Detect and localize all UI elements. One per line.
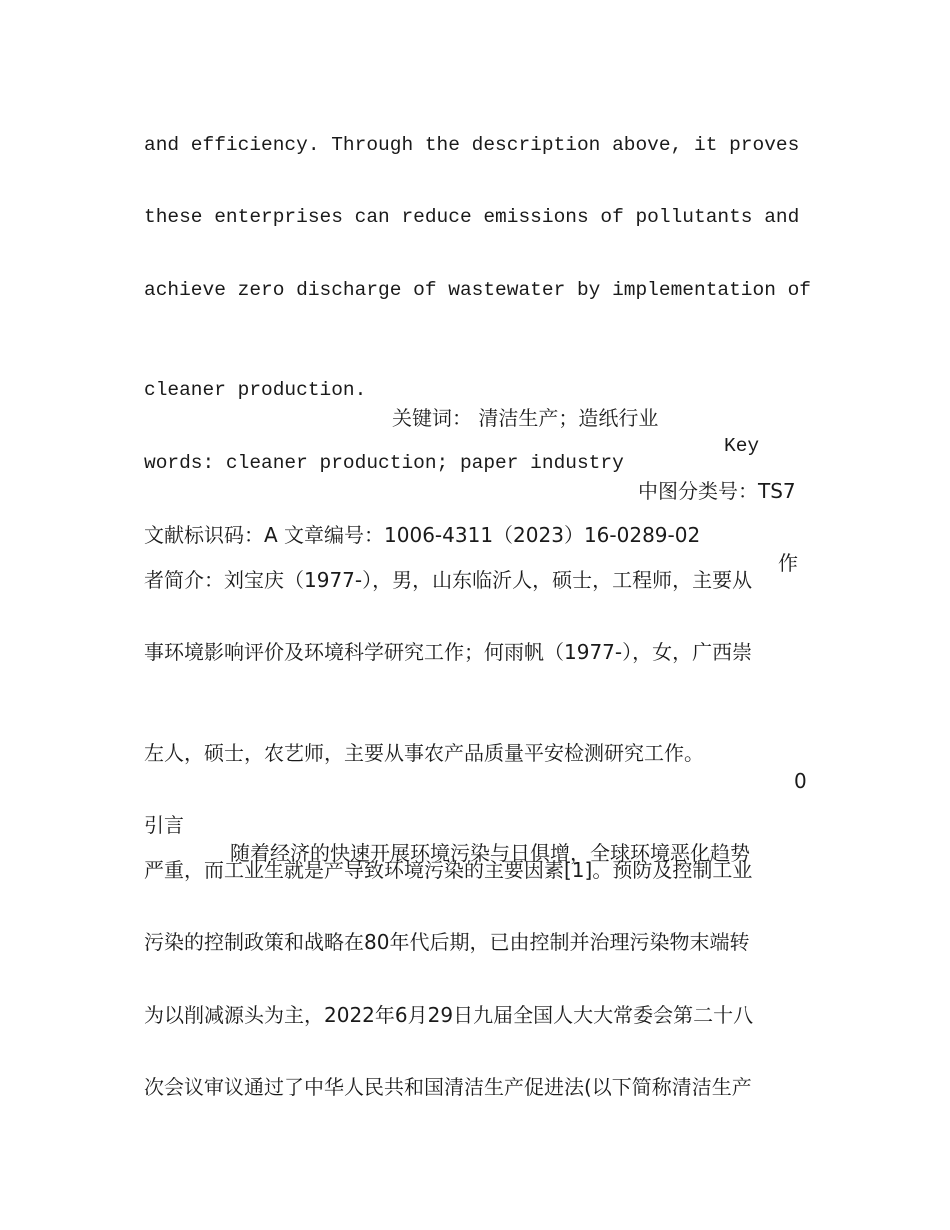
text-line: 为以削减源头为主，2022年6月29日九届全国人大大常委会第二十八	[144, 1003, 754, 1027]
text-line: 污染的控制政策和战略在80年代后期，已由控制并治理污染物末端转	[144, 930, 750, 954]
text-segment: 作	[778, 551, 798, 575]
text-line	[144, 783, 806, 865]
text-line	[144, 711, 807, 793]
text-line	[144, 348, 806, 457]
text-line: these enterprises can reduce emissions of pollutants and	[144, 206, 800, 228]
text-line: 者简介：刘宝庆（1977-），男，山东临沂人，硕士，工程师，主要从	[144, 568, 753, 592]
text-segment: Key	[724, 435, 760, 457]
text-segment: 左人，硕士，农艺师，主要从事农产品质量平安检测研究工作。	[144, 741, 704, 765]
text-segment: 随着经济的快速开展环境污染与日俱增，全球环境恶化趋势	[230, 841, 750, 865]
section-number: 0	[794, 769, 807, 793]
keywords-cn: 关键词： 清洁生产；造纸行业	[392, 406, 659, 430]
text-line: 严重，而工业生就是产导致环境污染的主要因素[1]。预防及控制工业	[144, 858, 753, 882]
keywords-en: words: cleaner production; paper industry	[144, 452, 624, 474]
text-line	[144, 421, 806, 503]
document-code: 文献标识码：A 文章编号：1006-4311（2023）16-0289-02	[144, 523, 701, 547]
text-line: 事环境影响评价及环境科学研究工作；何雨帆（1977-），女，广西崇	[144, 640, 753, 664]
classification-number: 中图分类号：TS7	[638, 479, 796, 503]
text-segment: cleaner production.	[144, 379, 367, 401]
text-line: achieve zero discharge of wastewater by implementation of	[144, 279, 812, 301]
text-line	[144, 493, 806, 575]
text-line: 次会议审议通过了中华人民共和国清洁生产促进法(以下简称清洁生产	[144, 1075, 752, 1099]
section-heading: 引言	[144, 813, 184, 837]
text-line: and efficiency. Through the description above, it proves	[144, 134, 800, 156]
